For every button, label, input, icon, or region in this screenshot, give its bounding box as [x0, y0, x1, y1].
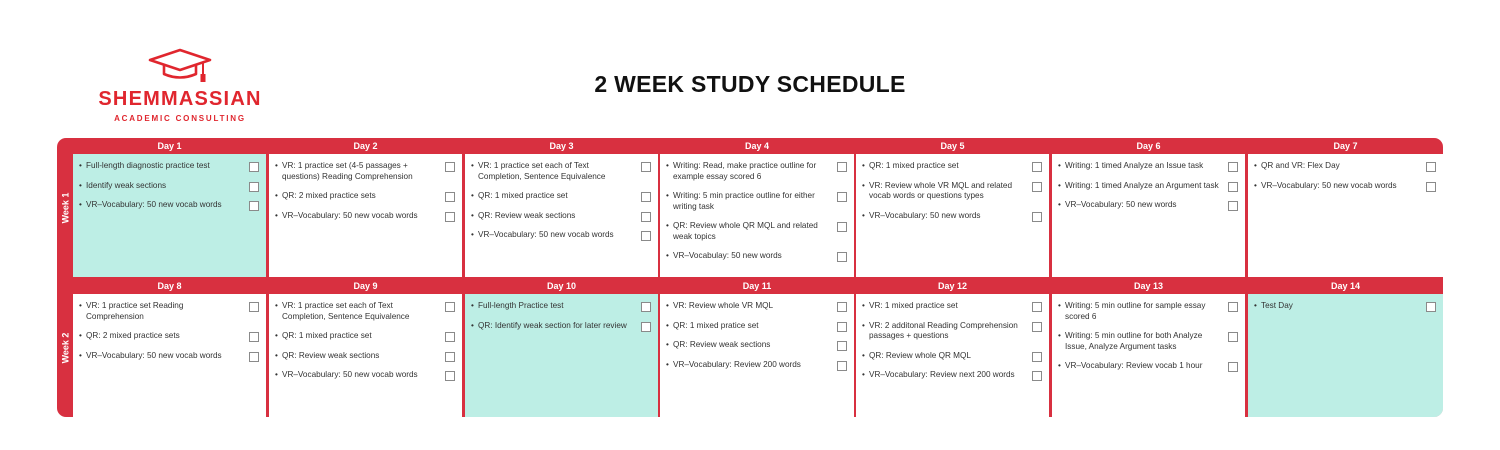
task-label: VR–Vocabulary: 50 new words	[1065, 200, 1177, 209]
task-item	[269, 301, 462, 322]
task-label: VR–Vocabulary: 50 new vocab words	[86, 350, 222, 360]
day-column	[1052, 278, 1245, 417]
task-item	[73, 181, 266, 192]
task-list	[1052, 294, 1245, 372]
day-header: Day 6	[1052, 138, 1245, 154]
day-body	[465, 294, 658, 417]
day-header: Day 10	[465, 278, 658, 294]
task-checkbox[interactable]	[837, 252, 847, 262]
week-row	[57, 138, 1443, 277]
task-item	[269, 351, 462, 362]
day-header: Day 13	[1052, 278, 1245, 294]
task-item	[856, 181, 1049, 202]
task-item	[1052, 200, 1245, 211]
day-column	[1248, 138, 1443, 277]
day-body	[856, 154, 1049, 277]
task-label: VR–Vocabulary: 50 new vocab words	[478, 230, 614, 239]
task-label: QR: Review weak sections	[673, 340, 771, 349]
task-label: VR: 1 practice set each of Text Completion, Sentence Equivalence	[282, 301, 410, 321]
task-checkbox[interactable]	[641, 162, 651, 172]
task-item	[269, 370, 462, 381]
day-column	[73, 278, 266, 417]
task-item	[73, 301, 266, 322]
task-checkbox[interactable]	[445, 302, 455, 312]
task-label: QR: Review weak sections	[478, 210, 576, 220]
week-label: Week 1	[60, 192, 71, 223]
task-label: VR: 1 mixed practice set	[869, 301, 958, 310]
task-label: QR and VR: Flex Day	[1261, 161, 1340, 170]
task-item	[660, 161, 854, 182]
task-checkbox[interactable]	[837, 302, 847, 312]
task-item	[1052, 161, 1245, 172]
day-header: Day 11	[660, 278, 854, 294]
task-item	[1248, 301, 1443, 312]
schedule-grid	[57, 138, 1443, 417]
day-header: Day 5	[856, 138, 1049, 154]
day-body	[660, 294, 854, 417]
day-body	[73, 294, 266, 417]
task-label: QR: 1 mixed practice set	[869, 161, 959, 170]
day-body	[465, 154, 658, 277]
task-list	[269, 294, 462, 381]
task-label: VR–Vocabulary: 50 new vocab words	[282, 210, 418, 220]
task-item	[1248, 161, 1443, 172]
task-checkbox[interactable]	[445, 371, 455, 381]
day-header: Day 9	[269, 278, 462, 294]
task-item	[73, 351, 266, 362]
task-checkbox[interactable]	[1032, 182, 1042, 192]
task-checkbox[interactable]	[641, 192, 651, 202]
task-checkbox[interactable]	[249, 162, 259, 172]
task-label: VR–Vocabulary: 50 new words	[869, 210, 981, 220]
task-checkbox[interactable]	[1032, 352, 1042, 362]
task-item	[1052, 361, 1245, 372]
task-item	[856, 370, 1049, 381]
task-list	[269, 154, 462, 221]
task-item	[269, 211, 462, 222]
day-column	[465, 278, 658, 417]
task-item	[269, 191, 462, 202]
task-item	[660, 321, 854, 332]
task-label: VR: Review whole VR MQL and related vocab words or questions types	[869, 180, 1013, 200]
task-checkbox[interactable]	[641, 322, 651, 332]
task-list	[1248, 154, 1443, 191]
task-item	[856, 351, 1049, 362]
day-header: Day 12	[856, 278, 1049, 294]
task-item	[1248, 181, 1443, 192]
task-label: VR–Vocabulary: 50 new vocab words	[86, 200, 222, 209]
day-body	[660, 154, 854, 277]
task-checkbox[interactable]	[249, 352, 259, 362]
task-label: VR–Vocabulary: 50 new vocab words	[1261, 180, 1397, 190]
task-item	[465, 321, 658, 332]
task-checkbox[interactable]	[1228, 182, 1238, 192]
task-checkbox[interactable]	[1426, 182, 1436, 192]
task-item	[856, 161, 1049, 172]
task-label: Writing: Read, make practice outline for example essay scored 6	[673, 161, 817, 181]
task-label: Test Day	[1261, 301, 1293, 310]
task-label: VR: 2 additonal Reading Comprehension passages + questions	[869, 320, 1018, 340]
task-item	[1052, 301, 1245, 322]
task-label: QR: 2 mixed practice sets	[282, 191, 376, 200]
task-label: QR: 1 mixed practice set	[478, 191, 568, 200]
task-checkbox[interactable]	[1228, 302, 1238, 312]
task-checkbox[interactable]	[249, 302, 259, 312]
task-item	[73, 200, 266, 211]
task-checkbox[interactable]	[1032, 162, 1042, 172]
task-checkbox[interactable]	[1228, 201, 1238, 211]
task-item	[660, 191, 854, 212]
task-item	[465, 161, 658, 182]
day-body	[1248, 154, 1443, 277]
task-item	[465, 230, 658, 241]
week-row	[57, 278, 1443, 417]
task-list	[1052, 154, 1245, 211]
task-item	[465, 191, 658, 202]
day-body	[1052, 154, 1245, 277]
task-list	[465, 294, 658, 331]
task-label: QR: Review whole QR MQL and related weak topics	[673, 221, 818, 241]
task-label: VR: 1 practice set (4-5 passages + questions) Reading Comprehension	[282, 161, 413, 181]
task-label: Writing: 5 min outline for both Analyze Issue, Analyze Argument tasks	[1065, 331, 1203, 351]
task-checkbox[interactable]	[445, 162, 455, 172]
task-item	[73, 161, 266, 172]
task-checkbox[interactable]	[837, 162, 847, 172]
task-label: QR: 2 mixed practice sets	[86, 331, 180, 340]
task-label: Full-length Practice test	[478, 301, 564, 310]
task-checkbox[interactable]	[641, 302, 651, 312]
day-column	[660, 278, 854, 417]
task-label: QR: 1 mixed practice set	[282, 331, 372, 340]
day-header: Day 14	[1248, 278, 1443, 294]
task-label: Writing: 1 timed Analyze an Argument task	[1065, 180, 1219, 190]
task-list	[660, 154, 854, 262]
task-checkbox[interactable]	[641, 212, 651, 222]
task-label: Writing: 1 timed Analyze an Issue task	[1065, 161, 1204, 170]
task-item	[856, 211, 1049, 222]
task-label: Identify weak sections	[86, 180, 167, 190]
task-label: Writing: 5 min outline for sample essay scored 6	[1065, 301, 1206, 321]
day-column	[73, 138, 266, 277]
task-checkbox[interactable]	[249, 201, 259, 211]
task-checkbox[interactable]	[249, 182, 259, 192]
task-checkbox[interactable]	[837, 322, 847, 332]
task-label: VR–Vocabulary: 50 new vocab words	[282, 370, 418, 379]
task-label: VR–Vocabulary: Review next 200 words	[869, 370, 1015, 379]
task-label: VR: 1 practice set Reading Comprehension	[86, 301, 184, 321]
task-checkbox[interactable]	[249, 332, 259, 342]
day-column	[1248, 278, 1443, 417]
task-checkbox[interactable]	[445, 332, 455, 342]
task-checkbox[interactable]	[1032, 371, 1042, 381]
task-checkbox[interactable]	[1228, 332, 1238, 342]
task-label: Writing: 5 min practice outline for either writing task	[673, 191, 815, 211]
task-list	[465, 154, 658, 241]
task-item	[660, 360, 854, 371]
task-checkbox[interactable]	[445, 212, 455, 222]
task-label: QR: Identify weak section for later review	[478, 320, 627, 330]
task-checkbox[interactable]	[837, 222, 847, 232]
task-checkbox[interactable]	[445, 352, 455, 362]
day-body	[269, 294, 462, 417]
task-checkbox[interactable]	[641, 231, 651, 241]
day-header: Day 1	[73, 138, 266, 154]
task-list	[1248, 294, 1443, 312]
day-header: Day 7	[1248, 138, 1443, 154]
task-item	[856, 301, 1049, 312]
task-item	[660, 301, 854, 312]
task-list	[73, 294, 266, 361]
task-label: QR: Review whole QR MQL	[869, 350, 971, 360]
logo-subtitle: ACADEMIC CONSULTING	[114, 114, 246, 123]
day-header: Day 3	[465, 138, 658, 154]
task-label: VR: 1 practice set each of Text Completion, Sentence Equivalence	[478, 161, 606, 181]
task-checkbox[interactable]	[445, 192, 455, 202]
task-item	[856, 321, 1049, 342]
task-list	[73, 154, 266, 211]
day-header: Day 2	[269, 138, 462, 154]
task-checkbox[interactable]	[1032, 302, 1042, 312]
task-checkbox[interactable]	[1426, 302, 1436, 312]
task-checkbox[interactable]	[1032, 212, 1042, 222]
task-item	[660, 251, 854, 262]
task-list	[660, 294, 854, 370]
task-checkbox[interactable]	[1032, 322, 1042, 332]
task-label: VR–Vocabulary: Review vocab 1 hour	[1065, 361, 1203, 370]
task-item	[269, 161, 462, 182]
task-item	[465, 211, 658, 222]
task-label: QR: 1 mixed pratice set	[673, 320, 759, 330]
week-label: Week 2	[60, 332, 71, 363]
task-checkbox[interactable]	[1426, 162, 1436, 172]
task-item	[660, 221, 854, 242]
task-checkbox[interactable]	[1228, 162, 1238, 172]
task-checkbox[interactable]	[837, 192, 847, 202]
day-header: Day 4	[660, 138, 854, 154]
task-list	[856, 294, 1049, 381]
task-label: VR: Review whole VR MQL	[673, 301, 774, 310]
day-column	[856, 138, 1049, 277]
day-body	[1248, 294, 1443, 417]
logo-name: SHEMMASSIAN	[98, 88, 262, 110]
day-header: Day 8	[73, 278, 266, 294]
task-list	[856, 154, 1049, 221]
day-column	[856, 278, 1049, 417]
day-column	[465, 138, 658, 277]
day-body	[73, 154, 266, 277]
page-title: 2 WEEK STUDY SCHEDULE	[594, 71, 906, 97]
task-label: VR–Vocabulay: 50 new words	[673, 251, 782, 260]
task-item	[269, 331, 462, 342]
task-checkbox[interactable]	[837, 361, 847, 371]
task-checkbox[interactable]	[1228, 362, 1238, 372]
task-label: VR–Vocabulary: Review 200 words	[673, 359, 801, 369]
day-body	[269, 154, 462, 277]
task-item	[1052, 331, 1245, 352]
task-item	[465, 301, 658, 312]
day-column	[269, 278, 462, 417]
task-label: QR: Review weak sections	[282, 350, 380, 360]
task-item	[660, 340, 854, 351]
task-item	[73, 331, 266, 342]
day-body	[856, 294, 1049, 417]
day-column	[269, 138, 462, 277]
day-column	[1052, 138, 1245, 277]
task-item	[1052, 181, 1245, 192]
task-checkbox[interactable]	[837, 341, 847, 351]
task-label: Full-length diagnostic practice test	[86, 161, 210, 170]
day-column	[660, 138, 854, 277]
day-body	[1052, 294, 1245, 417]
